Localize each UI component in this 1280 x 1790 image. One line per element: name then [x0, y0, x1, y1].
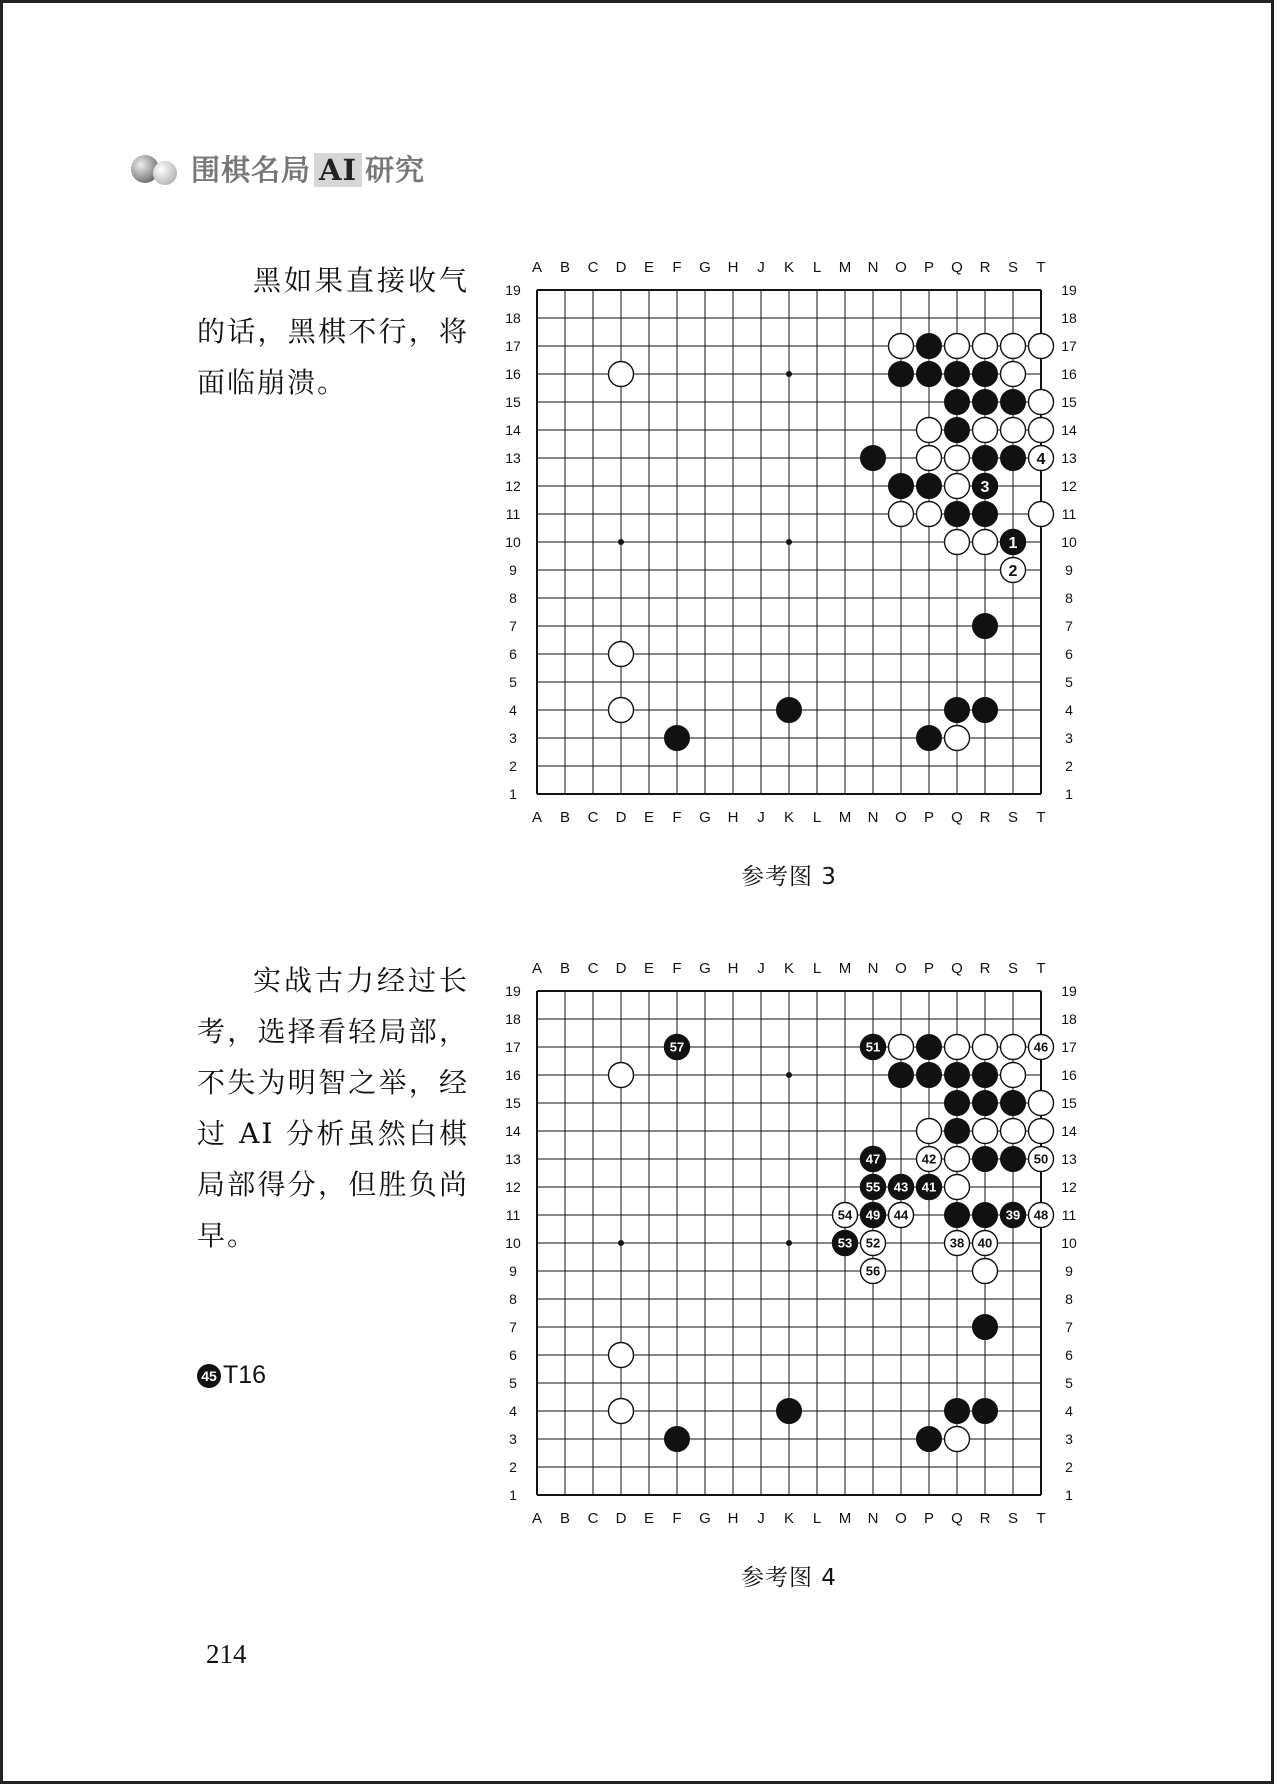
go-board-diagram-4: [497, 954, 1087, 1539]
row-label: 5: [1065, 1375, 1073, 1391]
column-label: H: [727, 809, 739, 826]
row-label: 15: [1061, 1095, 1077, 1111]
row-label: 3: [509, 1431, 517, 1447]
column-label: L: [812, 259, 822, 276]
numbered-white-stone: [1001, 558, 1026, 583]
row-label: 5: [509, 1375, 517, 1391]
column-label: P: [923, 259, 935, 276]
column-label: L: [812, 960, 822, 977]
column-label: H: [727, 259, 739, 276]
white-stone: [1001, 362, 1026, 387]
row-label: 10: [505, 1235, 521, 1251]
column-label: B: [559, 259, 571, 276]
column-label: G: [699, 1510, 711, 1527]
column-label: K: [783, 960, 795, 977]
white-stone: [1029, 390, 1054, 415]
black-stone: [973, 1063, 998, 1088]
numbered-black-stone: [665, 1035, 690, 1060]
numbered-black-stone: [917, 1175, 942, 1200]
row-label: 6: [509, 1347, 517, 1363]
numbered-black-stone: [973, 474, 998, 499]
diagram-caption-4: 参考图 4: [741, 1565, 837, 1591]
row-label: 4: [1065, 1403, 1073, 1419]
move-number-label: 55: [865, 1179, 881, 1195]
column-label: Q: [951, 259, 963, 276]
star-point: [618, 539, 624, 545]
column-label: F: [672, 259, 682, 276]
column-label: T: [1036, 259, 1046, 276]
row-label: 10: [1061, 1235, 1077, 1251]
white-stone: [917, 418, 942, 443]
column-label: L: [812, 809, 822, 826]
row-label: 6: [1065, 646, 1073, 662]
column-label: A: [531, 1510, 543, 1527]
row-label: 8: [509, 1291, 517, 1307]
black-stone: [917, 334, 942, 359]
column-label: K: [783, 809, 795, 826]
column-label: A: [531, 960, 543, 977]
row-label: 2: [1065, 1459, 1073, 1475]
numbered-white-stone: [1029, 1203, 1054, 1228]
black-stone: [1001, 1147, 1026, 1172]
column-label: A: [531, 259, 543, 276]
row-label: 13: [1061, 1151, 1077, 1167]
column-label: D: [615, 960, 627, 977]
white-stone: [973, 1035, 998, 1060]
row-label: 11: [1061, 1207, 1077, 1223]
column-label: A: [531, 809, 543, 826]
black-stone: [973, 1315, 998, 1340]
row-label: 3: [509, 730, 517, 746]
column-label: N: [867, 259, 879, 276]
numbered-black-stone: [833, 1231, 858, 1256]
row-label: 18: [505, 310, 521, 326]
black-stone: [973, 614, 998, 639]
numbered-white-stone: [833, 1203, 858, 1228]
move-number-label: 53: [837, 1235, 853, 1251]
row-label: 9: [509, 562, 517, 578]
white-stone: [1029, 334, 1054, 359]
column-label: G: [699, 259, 711, 276]
row-label: 9: [1065, 562, 1073, 578]
column-label: P: [923, 809, 935, 826]
column-label: J: [757, 960, 765, 977]
black-stone: [973, 1091, 998, 1116]
white-stone: [945, 474, 970, 499]
numbered-black-stone: [861, 1147, 886, 1172]
black-stone: [665, 726, 690, 751]
column-label: C: [587, 960, 599, 977]
white-stone: [1029, 1119, 1054, 1144]
row-label: 19: [505, 282, 521, 298]
row-label: 11: [505, 1207, 521, 1223]
row-label: 4: [509, 1403, 517, 1419]
column-label: P: [923, 1510, 935, 1527]
star-point: [786, 1072, 792, 1078]
column-label: Q: [951, 960, 963, 977]
column-label: T: [1036, 1510, 1046, 1527]
row-label: 13: [505, 450, 521, 466]
row-label: 16: [505, 1067, 521, 1083]
column-label: C: [587, 809, 599, 826]
move-number-label: 42: [921, 1151, 937, 1167]
column-label: H: [727, 960, 739, 977]
black-stone: [945, 418, 970, 443]
column-label: Q: [951, 809, 963, 826]
commentary-paragraph-2: 实战古力经过长考，选择看轻局部，不失为明智之举，经过 AI 分析虽然白棋局部得分，但胜负尚早。: [197, 964, 469, 1252]
white-stone: [1001, 418, 1026, 443]
row-label: 14: [505, 1123, 521, 1139]
row-label: 11: [505, 506, 521, 522]
column-label: D: [615, 1510, 627, 1527]
column-label: S: [1007, 259, 1019, 276]
column-label: B: [559, 960, 571, 977]
white-stone: [945, 334, 970, 359]
row-label: 15: [505, 394, 521, 410]
white-stone: [945, 446, 970, 471]
column-label: C: [587, 259, 599, 276]
black-stone: [945, 390, 970, 415]
row-label: 13: [505, 1151, 521, 1167]
numbered-white-stone: [945, 1231, 970, 1256]
move-note-point: T16: [223, 1361, 267, 1389]
column-label: M: [838, 809, 852, 826]
black-stone: [889, 1063, 914, 1088]
black-stone: [917, 726, 942, 751]
black-stone: [889, 474, 914, 499]
row-label: 11: [1061, 506, 1077, 522]
white-stone: [1001, 1035, 1026, 1060]
column-label: E: [643, 809, 655, 826]
move-number-label: 41: [921, 1179, 937, 1195]
column-label: B: [559, 1510, 571, 1527]
column-label: D: [615, 259, 627, 276]
row-label: 4: [509, 702, 517, 718]
go-board-diagram-3: [497, 253, 1087, 838]
column-label: D: [615, 809, 627, 826]
white-stone: [945, 530, 970, 555]
black-stone: [777, 1399, 802, 1424]
column-label: K: [783, 259, 795, 276]
white-stone: [609, 1399, 634, 1424]
black-stone: [945, 1091, 970, 1116]
black-stone: [945, 1203, 970, 1228]
move-number-label: 52: [865, 1235, 881, 1251]
black-stone: [1001, 390, 1026, 415]
black-stone: [889, 362, 914, 387]
commentary-paragraph-1: 黑如果直接收气的话，黑棋不行，将面临崩溃。: [197, 264, 469, 399]
row-label: 15: [505, 1095, 521, 1111]
row-label: 9: [1065, 1263, 1073, 1279]
row-label: 18: [1061, 310, 1077, 326]
column-label: M: [838, 1510, 852, 1527]
row-label: 7: [509, 618, 517, 634]
numbered-white-stone: [1029, 1147, 1054, 1172]
star-point: [786, 371, 792, 377]
numbered-white-stone: [973, 1231, 998, 1256]
column-label: G: [699, 960, 711, 977]
row-label: 2: [509, 758, 517, 774]
white-stone: [917, 1119, 942, 1144]
row-label: 17: [505, 338, 521, 354]
black-stone: [917, 1035, 942, 1060]
move-number-label: 1: [1008, 534, 1018, 552]
book-title-ai: AI: [314, 153, 362, 187]
row-label: 14: [505, 422, 521, 438]
column-label: P: [923, 960, 935, 977]
star-point: [786, 1240, 792, 1246]
column-label: R: [979, 259, 991, 276]
row-label: 7: [1065, 1319, 1073, 1335]
row-label: 3: [1065, 1431, 1073, 1447]
column-label: O: [895, 960, 907, 977]
white-stone: [889, 502, 914, 527]
black-stone: [945, 1119, 970, 1144]
black-stone: [945, 502, 970, 527]
go-stones-logo-icon: [127, 151, 183, 187]
row-label: 12: [1061, 478, 1077, 494]
column-label: Q: [951, 1510, 963, 1527]
move-number-label: 48: [1033, 1207, 1049, 1223]
black-stone: [945, 1063, 970, 1088]
row-label: 8: [1065, 590, 1073, 606]
column-label: K: [783, 1510, 795, 1527]
column-label: E: [643, 259, 655, 276]
row-label: 9: [509, 1263, 517, 1279]
black-stone: [861, 446, 886, 471]
move-number-label: 44: [893, 1207, 909, 1223]
column-label: O: [895, 809, 907, 826]
numbered-black-stone: [1001, 530, 1026, 555]
row-label: 19: [1061, 282, 1077, 298]
black-stone: [973, 698, 998, 723]
move-number-label: 4: [1036, 450, 1046, 468]
column-label: F: [672, 809, 682, 826]
column-label: R: [979, 809, 991, 826]
numbered-white-stone: [917, 1147, 942, 1172]
row-label: 2: [509, 1459, 517, 1475]
column-label: S: [1007, 809, 1019, 826]
row-label: 1: [509, 1487, 517, 1503]
diagram-caption-3: 参考图 3: [741, 864, 837, 890]
column-label: E: [643, 1510, 655, 1527]
white-stone: [945, 726, 970, 751]
row-label: 5: [1065, 674, 1073, 690]
numbered-white-stone: [1029, 446, 1054, 471]
black-stone: [973, 390, 998, 415]
black-stone: [973, 1147, 998, 1172]
white-stone: [973, 418, 998, 443]
move-note: [197, 1361, 266, 1390]
white-stone: [609, 698, 634, 723]
black-stone: [973, 1203, 998, 1228]
row-label: 10: [505, 534, 521, 550]
column-label: O: [895, 1510, 907, 1527]
move-note-stone: 45: [197, 1364, 221, 1388]
column-label: S: [1007, 960, 1019, 977]
column-label: L: [812, 1510, 822, 1527]
row-label: 16: [1061, 366, 1077, 382]
row-label: 7: [1065, 618, 1073, 634]
row-label: 6: [509, 646, 517, 662]
black-stone: [665, 1427, 690, 1452]
row-label: 7: [509, 1319, 517, 1335]
row-label: 14: [1061, 1123, 1077, 1139]
column-label: O: [895, 259, 907, 276]
row-label: 14: [1061, 422, 1077, 438]
white-stone: [1001, 334, 1026, 359]
row-label: 4: [1065, 702, 1073, 718]
move-number-label: 56: [865, 1263, 881, 1279]
column-label: N: [867, 1510, 879, 1527]
move-number-label: 38: [949, 1235, 965, 1251]
column-label: N: [867, 960, 879, 977]
row-label: 3: [1065, 730, 1073, 746]
white-stone: [945, 1175, 970, 1200]
column-label: R: [979, 1510, 991, 1527]
column-label: C: [587, 1510, 599, 1527]
white-stone: [945, 1035, 970, 1060]
row-label: 1: [1065, 1487, 1073, 1503]
numbered-black-stone: [1001, 1203, 1026, 1228]
column-label: F: [672, 1510, 682, 1527]
black-stone: [973, 446, 998, 471]
row-label: 16: [505, 366, 521, 382]
move-number-label: 40: [977, 1235, 993, 1251]
row-label: 15: [1061, 394, 1077, 410]
black-stone: [973, 362, 998, 387]
white-stone: [973, 1119, 998, 1144]
black-stone: [945, 1399, 970, 1424]
black-stone: [917, 362, 942, 387]
row-label: 17: [505, 1039, 521, 1055]
move-number-label: 47: [865, 1151, 881, 1167]
black-stone: [917, 474, 942, 499]
white-stone: [609, 362, 634, 387]
column-label: M: [838, 960, 852, 977]
row-label: 8: [1065, 1291, 1073, 1307]
running-header: [127, 148, 425, 189]
column-label: F: [672, 960, 682, 977]
column-label: R: [979, 960, 991, 977]
white-stone: [609, 642, 634, 667]
black-stone: [945, 698, 970, 723]
white-stone: [1029, 1091, 1054, 1116]
move-number-label: 49: [865, 1207, 881, 1223]
row-label: 10: [1061, 534, 1077, 550]
white-stone: [889, 1035, 914, 1060]
star-point: [618, 1240, 624, 1246]
column-label: J: [757, 259, 765, 276]
white-stone: [1001, 1119, 1026, 1144]
column-label: N: [867, 809, 879, 826]
row-label: 19: [1061, 983, 1077, 999]
white-stone: [917, 502, 942, 527]
black-stone: [945, 362, 970, 387]
move-number-label: 50: [1033, 1151, 1049, 1167]
row-label: 12: [505, 1179, 521, 1195]
column-label: B: [559, 809, 571, 826]
black-stone: [917, 1063, 942, 1088]
move-number-label: 57: [669, 1039, 685, 1055]
row-label: 12: [1061, 1179, 1077, 1195]
white-stone: [973, 530, 998, 555]
numbered-white-stone: [889, 1203, 914, 1228]
numbered-white-stone: [861, 1231, 886, 1256]
row-label: 18: [505, 1011, 521, 1027]
row-label: 1: [1065, 786, 1073, 802]
white-stone: [945, 1427, 970, 1452]
move-number-label: 3: [980, 478, 990, 496]
row-label: 17: [1061, 1039, 1077, 1055]
white-stone: [945, 1147, 970, 1172]
numbered-black-stone: [861, 1175, 886, 1200]
white-stone: [1029, 502, 1054, 527]
black-stone: [777, 698, 802, 723]
white-stone: [1001, 1063, 1026, 1088]
row-label: 18: [1061, 1011, 1077, 1027]
numbered-black-stone: [861, 1203, 886, 1228]
numbered-white-stone: [1029, 1035, 1054, 1060]
move-number-label: 2: [1008, 562, 1018, 580]
column-label: H: [727, 1510, 739, 1527]
black-stone: [917, 1427, 942, 1452]
white-stone: [917, 446, 942, 471]
row-label: 19: [505, 983, 521, 999]
move-number-label: 51: [865, 1039, 881, 1055]
numbered-black-stone: [889, 1175, 914, 1200]
column-label: G: [699, 809, 711, 826]
move-number-label: 54: [837, 1207, 853, 1223]
column-label: T: [1036, 809, 1046, 826]
row-label: 17: [1061, 338, 1077, 354]
row-label: 13: [1061, 450, 1077, 466]
move-number-label: 46: [1033, 1039, 1049, 1055]
page-number: 214: [206, 1639, 247, 1669]
numbered-black-stone: [861, 1035, 886, 1060]
row-label: 2: [1065, 758, 1073, 774]
white-stone: [1029, 418, 1054, 443]
star-point: [786, 539, 792, 545]
move-number-label: 39: [1005, 1207, 1021, 1223]
column-label: S: [1007, 1510, 1019, 1527]
move-number-label: 43: [893, 1179, 909, 1195]
white-stone: [609, 1343, 634, 1368]
row-label: 16: [1061, 1067, 1077, 1083]
row-label: 5: [509, 674, 517, 690]
numbered-white-stone: [861, 1259, 886, 1284]
black-stone: [973, 502, 998, 527]
column-label: J: [757, 809, 765, 826]
column-label: J: [757, 1510, 765, 1527]
row-label: 1: [509, 786, 517, 802]
row-label: 8: [509, 590, 517, 606]
white-stone: [973, 1259, 998, 1284]
white-stone: [973, 334, 998, 359]
black-stone: [1001, 446, 1026, 471]
white-stone: [609, 1063, 634, 1088]
column-label: E: [643, 960, 655, 977]
white-stone: [889, 334, 914, 359]
column-label: M: [838, 259, 852, 276]
column-label: T: [1036, 960, 1046, 977]
row-label: 12: [505, 478, 521, 494]
row-label: 6: [1065, 1347, 1073, 1363]
black-stone: [973, 1399, 998, 1424]
black-stone: [1001, 1091, 1026, 1116]
book-title: 围棋名局 AI 研究: [191, 153, 426, 187]
